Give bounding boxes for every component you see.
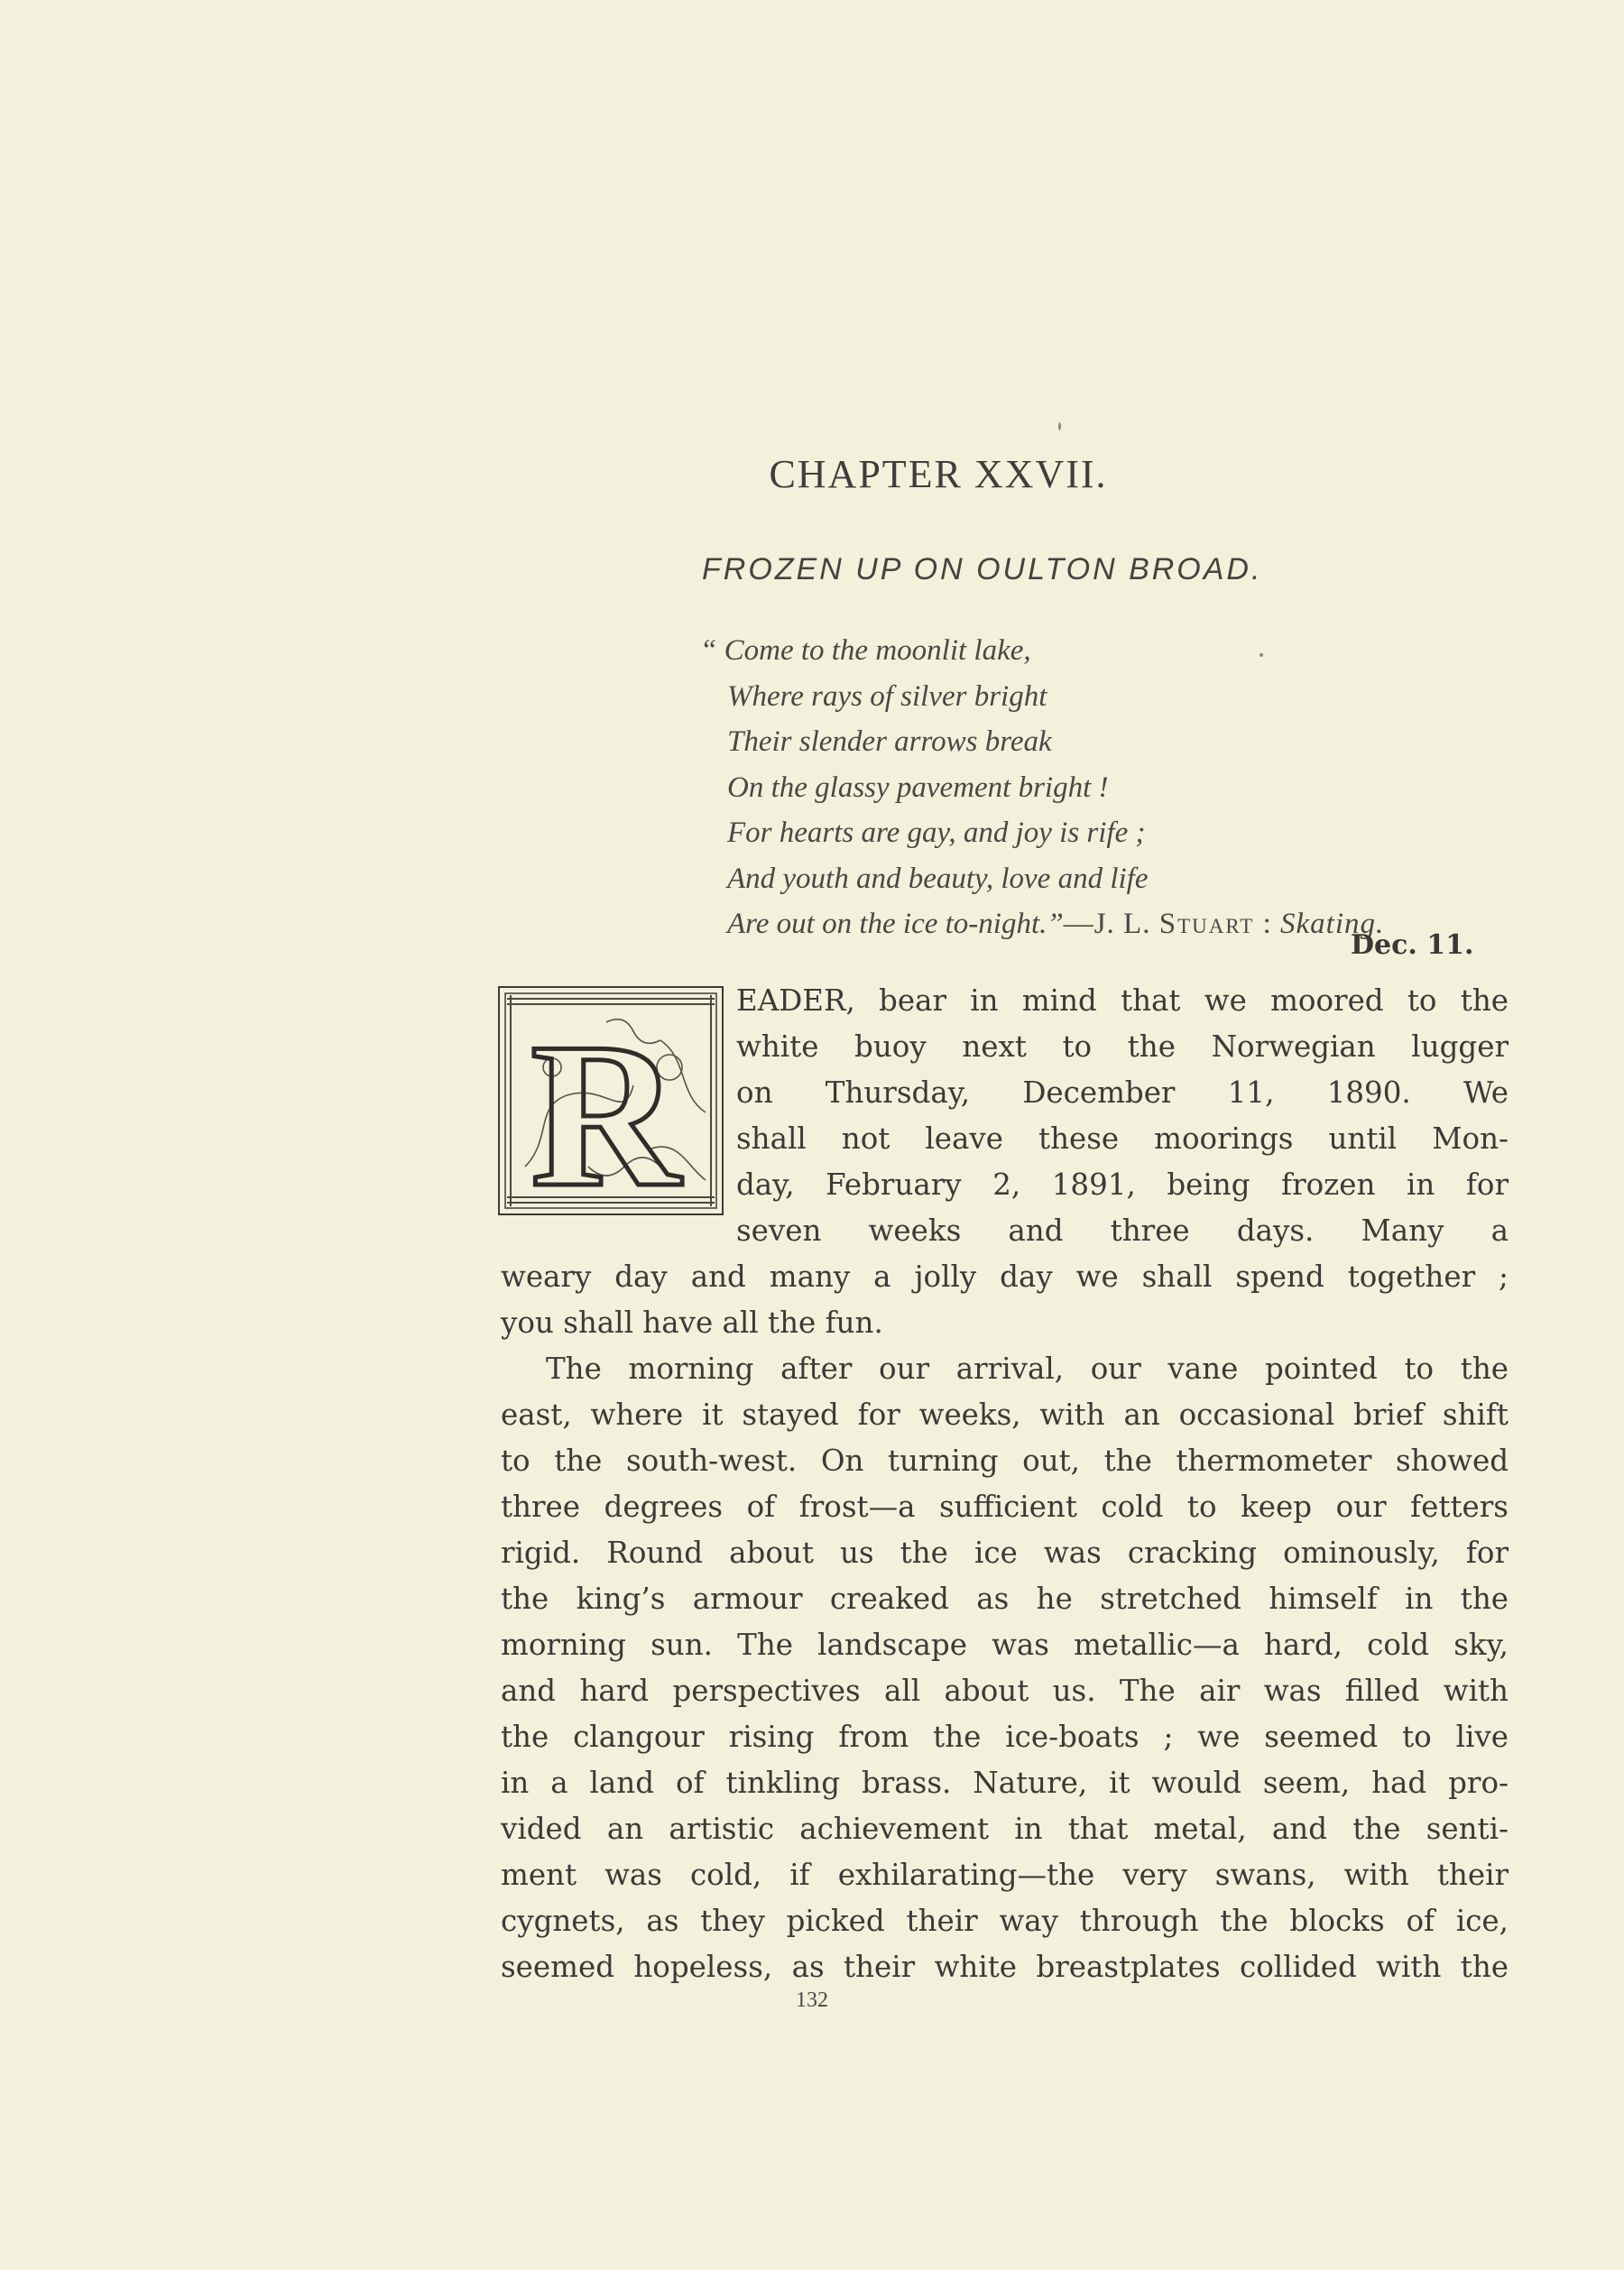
text-line: on Thursday, December 11, 1890. We	[736, 1075, 1509, 1110]
initial-letter: R	[531, 1000, 681, 1215]
epigraph-line: And youth and beauty, love and life	[727, 862, 1149, 895]
attribution-work: Skating.	[1280, 908, 1385, 940]
page-number: 132	[796, 1989, 828, 2012]
attribution-separator: :	[1254, 908, 1281, 940]
text-line: rigid. Round about us the ice was cracking ominously, for	[501, 1536, 1509, 1570]
text-line: morning sun. The landscape was metallic—a hard, cold sky,	[501, 1628, 1509, 1662]
text-line: you shall have all the fun.	[501, 1306, 883, 1340]
paragraph-1-beside-initial	[736, 978, 1509, 1254]
text-line: seemed hopeless, as their white breastplates collided with the	[501, 1950, 1509, 1984]
text-line: ment was cold, if exhilarating—the very swans, with their	[501, 1858, 1509, 1892]
decorated-initial-r-icon	[498, 986, 724, 1215]
text-line: EADER, bear in mind that we moored to the	[736, 983, 1509, 1018]
text-line: weary day and many a jolly day we shall spend together ;	[501, 1260, 1509, 1294]
text-line: the king’s armour creaked as he stretched himself in the	[501, 1582, 1509, 1616]
text-line: shall not leave these moorings until Mon-	[736, 1121, 1509, 1156]
text-line: white buoy next to the Norwegian lugger	[736, 1029, 1509, 1064]
paper-speck	[1058, 422, 1061, 430]
text-line: east, where it stayed for weeks, with an occasional brief shift	[501, 1398, 1509, 1432]
date-note: Dec. 11.	[1351, 929, 1474, 961]
chapter-subtitle: FROZEN UP ON OULTON BROAD.	[702, 552, 1263, 586]
attribution-author: Stuart	[1158, 908, 1255, 940]
epigraph-line: Their slender arrows break	[727, 725, 1052, 758]
text-line: to the south-west. On turning out, the thermometer showed	[501, 1444, 1509, 1478]
text-line: vided an artistic achievement in that metal, and the senti-	[501, 1812, 1509, 1846]
epigraph-line: Where rays of silver bright	[727, 679, 1047, 713]
epigraph-line: On the glassy pavement bright !	[727, 771, 1109, 804]
text-line: cygnets, as they picked their way through the blocks of ice,	[501, 1904, 1509, 1938]
text-line: in a land of tinkling brass. Nature, it would seem, had pro-	[501, 1766, 1509, 1800]
text-line: The morning after our arrival, our vane pointed to the	[546, 1352, 1509, 1386]
chapter-title: CHAPTER XXVII.	[769, 452, 1108, 496]
attribution-prefix: —J. L.	[1063, 908, 1159, 940]
text-line: seven weeks and three days. Many a	[736, 1213, 1509, 1248]
paragraph-2	[501, 1346, 1509, 1990]
epigraph	[700, 628, 1530, 947]
epigraph-line: “ Come to the moonlit lake,	[700, 634, 1031, 667]
text-line: three degrees of frost—a sufficient cold to keep our fetters	[501, 1490, 1509, 1524]
text-line: and hard perspectives all about us. The air was filled with	[501, 1674, 1509, 1708]
epigraph-line: For hearts are gay, and joy is rife ;	[727, 817, 1146, 849]
epigraph-attribution	[1064, 908, 1385, 940]
text-line: day, February 2, 1891, being frozen in for	[736, 1167, 1509, 1202]
text-line: the clangour rising from the ice-boats ; we seemed to live	[501, 1720, 1509, 1754]
epigraph-line: Are out on the ice to-night.”	[727, 908, 1064, 940]
paragraph-1-continued	[501, 1254, 1509, 1346]
